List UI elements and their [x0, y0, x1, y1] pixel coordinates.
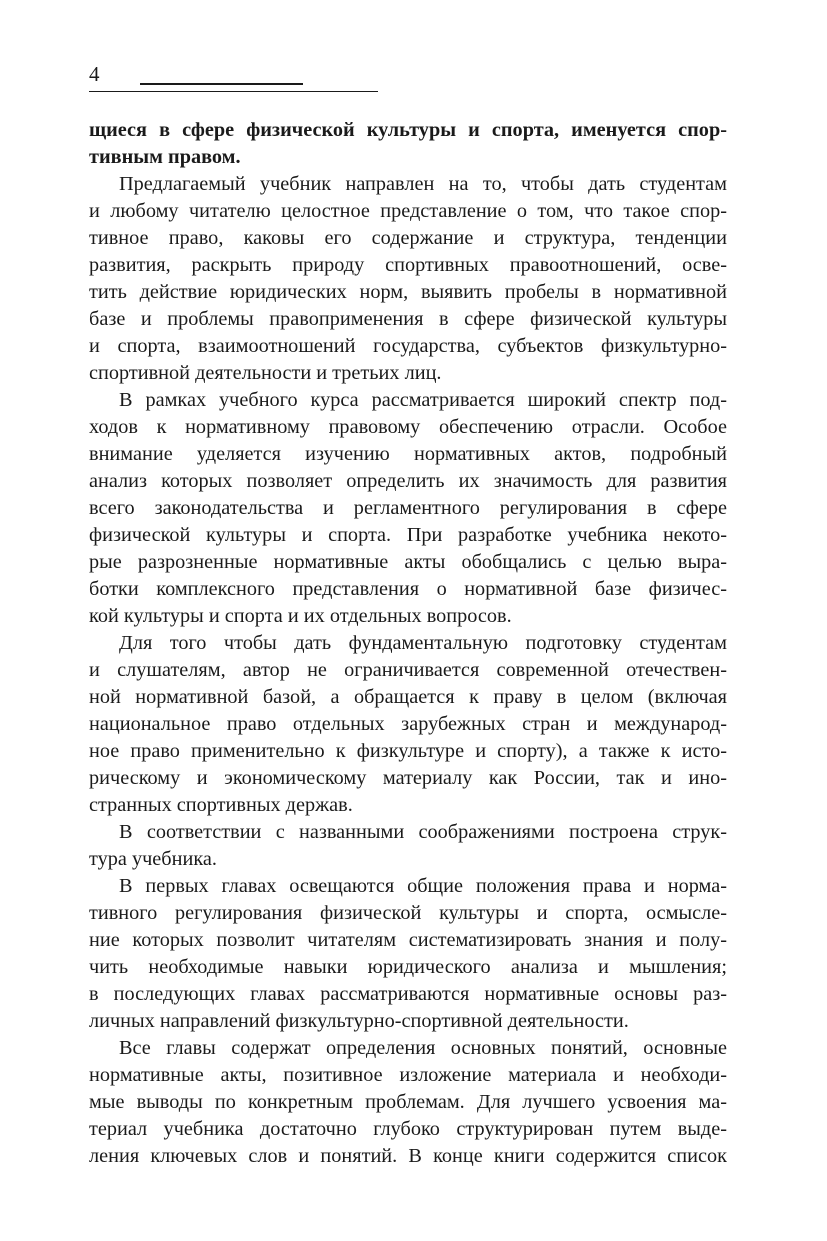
text-line: тить действие юридических норм, выявить пробелы в нормативной: [89, 281, 727, 303]
text-line: рые разрозненные нормативные акты обобщались с целью выра-: [89, 551, 727, 573]
text-line: тивное право, каковы его содержание и структура, тенденции: [89, 227, 727, 249]
text-line: внимание уделяется изучению нормативных актов, подробный: [89, 443, 727, 465]
text-line: рическому и экономическому материалу как России, так и ино-: [89, 767, 727, 789]
text-line: спортивной деятельности и третьих лиц.: [89, 362, 442, 384]
text-line: базе и проблемы правоприменения в сфере физической культуры: [89, 308, 727, 330]
text-line: ние которых позволит читателям систематизировать знания и полу-: [89, 929, 727, 951]
text-line: и любому читателю целостное представление о том, что такое спор-: [89, 200, 727, 222]
text-line: ления ключевых слов и понятий. В конце книги содержится список: [89, 1145, 727, 1167]
text-line: тура учебника.: [89, 848, 217, 870]
text-line: ной нормативной базой, а обращается к праву в целом (включая: [89, 686, 727, 708]
text-line: и слушателям, автор не ограничивается современной отечествен-: [89, 659, 727, 681]
text-line: Все главы содержат определения основных понятий, основные: [119, 1037, 727, 1059]
text-line: Для того чтобы дать фундаментальную подготовку студентам: [119, 632, 727, 654]
header-rule-thick: [140, 83, 303, 85]
text-line: В первых главах освещаются общие положения права и норма-: [119, 875, 727, 897]
text-line: кой культуры и спорта и их отдельных вопросов.: [89, 605, 512, 627]
text-line: щиеся в сфере физической культуры и спорта, именуется спор-: [89, 119, 727, 141]
text-line: В соответствии с названными соображениями построена струк-: [119, 821, 727, 843]
text-line: и спорта, взаимоотношений государства, субъектов физкультурно-: [89, 335, 727, 357]
header-rule-thin: [89, 91, 378, 92]
text-line: развития, раскрыть природу спортивных правоотношений, осве-: [89, 254, 727, 276]
body-text: [89, 117, 727, 1170]
text-line: териал учебника достаточно глубоко структурирован путем выде-: [89, 1118, 727, 1140]
text-line: ное право применительно к физкультуре и спорту), а также к исто-: [89, 740, 727, 762]
text-line: чить необходимые навыки юридического анализа и мышления;: [89, 956, 727, 978]
text-line: личных направлений физкультурно-спортивной деятельности.: [89, 1010, 629, 1032]
text-line: национальное право отдельных зарубежных стран и международ-: [89, 713, 727, 735]
text-line: анализ которых позволяет определить их значимость для развития: [89, 470, 727, 492]
text-line: Предлагаемый учебник направлен на то, чтобы дать студентам: [119, 173, 727, 195]
text-line: ходов к нормативному правовому обеспечению отрасли. Особое: [89, 416, 727, 438]
page-number: 4: [89, 62, 100, 86]
text-line: всего законодательства и регламентного регулирования в сфере: [89, 497, 727, 519]
text-line: ботки комплексного представления о нормативной базе физичес-: [89, 578, 727, 600]
text-line: физической культуры и спорта. При разработке учебника некото-: [89, 524, 727, 546]
text-line: мые выводы по конкретным проблемам. Для лучшего усвоения ма-: [89, 1091, 727, 1113]
text-line: странных спортивных держав.: [89, 794, 353, 816]
text-line: тивного регулирования физической культуры и спорта, осмысле-: [89, 902, 727, 924]
text-line: тивным правом.: [89, 146, 241, 168]
text-line: в последующих главах рассматриваются нормативные основы раз-: [89, 983, 727, 1005]
text-line: нормативные акты, позитивное изложение материала и необходи-: [89, 1064, 727, 1086]
text-line: В рамках учебного курса рассматривается широкий спектр под-: [119, 389, 727, 411]
